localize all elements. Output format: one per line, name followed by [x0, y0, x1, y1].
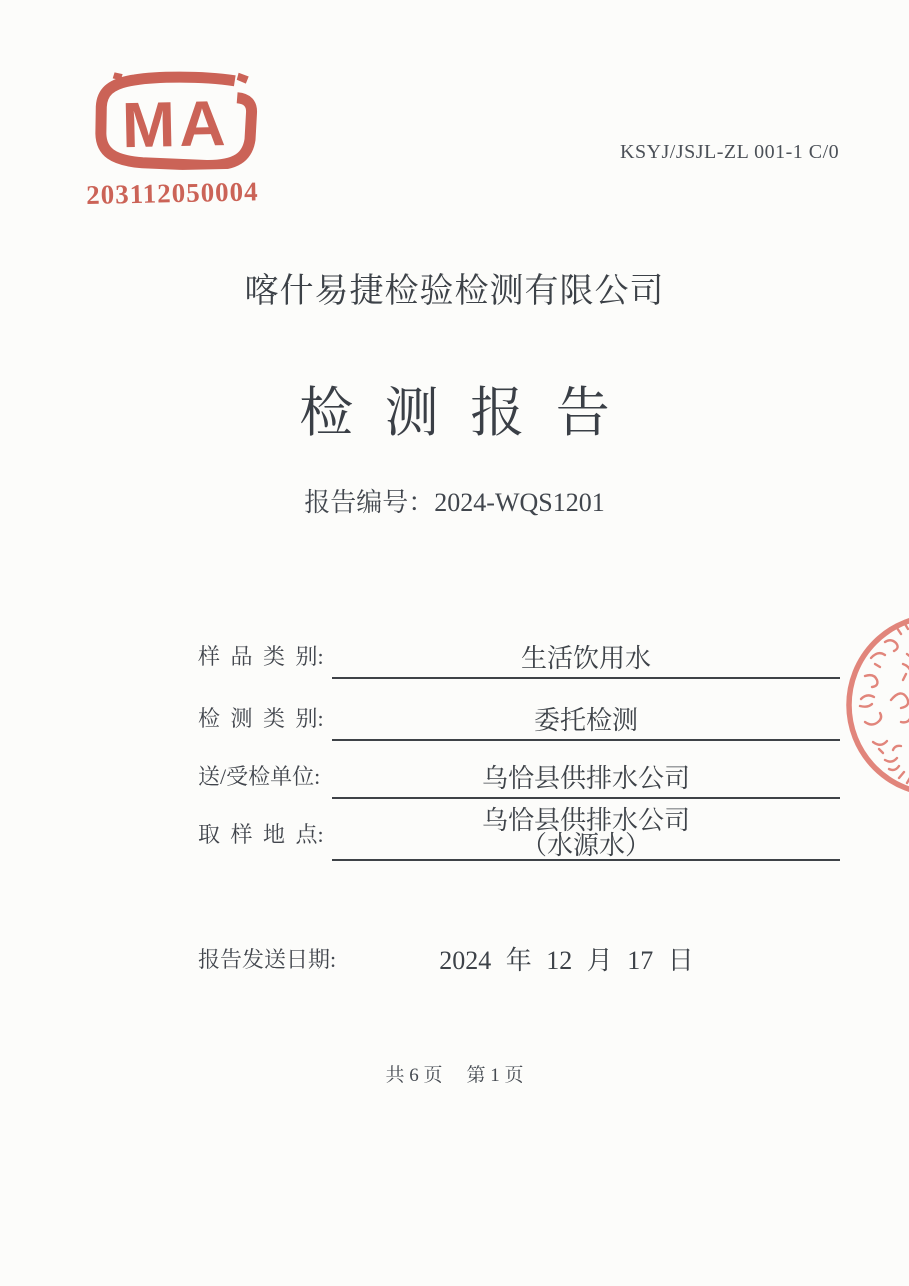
- current-page: 第 1 页: [466, 1065, 524, 1086]
- report-number-label: 报告编号：: [304, 488, 435, 517]
- page-counter: [0, 1060, 909, 1087]
- cma-logo-icon: [89, 68, 259, 171]
- field-row-test-category: [198, 700, 840, 741]
- field-value-line2: （水源水）: [520, 831, 651, 860]
- round-red-seal: [841, 604, 909, 809]
- company-name: 喀什易捷检验检测有限公司: [244, 273, 665, 310]
- field-row-sampling-location: [198, 806, 840, 861]
- document-code: KSYJ/JSJL-ZL 001-1 C/0: [620, 141, 840, 163]
- field-row-sample-category: [198, 638, 840, 679]
- field-value: 委托检测: [332, 700, 840, 741]
- cma-accreditation-stamp: [84, 68, 277, 211]
- field-value-line1: 乌恰县供排水公司: [481, 806, 690, 835]
- field-label: 样 品 类 别:: [198, 644, 324, 669]
- cma-stamp-number: 203112050004: [85, 176, 259, 210]
- date-value: 2024 年 12 月 17 日: [439, 946, 694, 975]
- field-value: 乌恰县供排水公司: [332, 758, 840, 799]
- field-row-client-unit: [198, 758, 840, 799]
- report-number-value: 2024-WQS1201: [434, 488, 605, 517]
- report-send-date-row: [198, 940, 840, 977]
- field-label: 送/受检单位:: [198, 764, 321, 789]
- cma-letters: MA: [121, 86, 231, 162]
- field-label: 取 样 地 点:: [198, 822, 324, 847]
- report-number-line: [0, 482, 909, 519]
- report-title: 检 测 报 告: [299, 383, 610, 443]
- field-label: 检 测 类 别:: [198, 706, 324, 731]
- field-value: [332, 806, 840, 861]
- field-value: 生活饮用水: [332, 638, 840, 679]
- date-label: 报告发送日期:: [198, 947, 337, 972]
- total-pages: 共 6 页: [385, 1065, 443, 1086]
